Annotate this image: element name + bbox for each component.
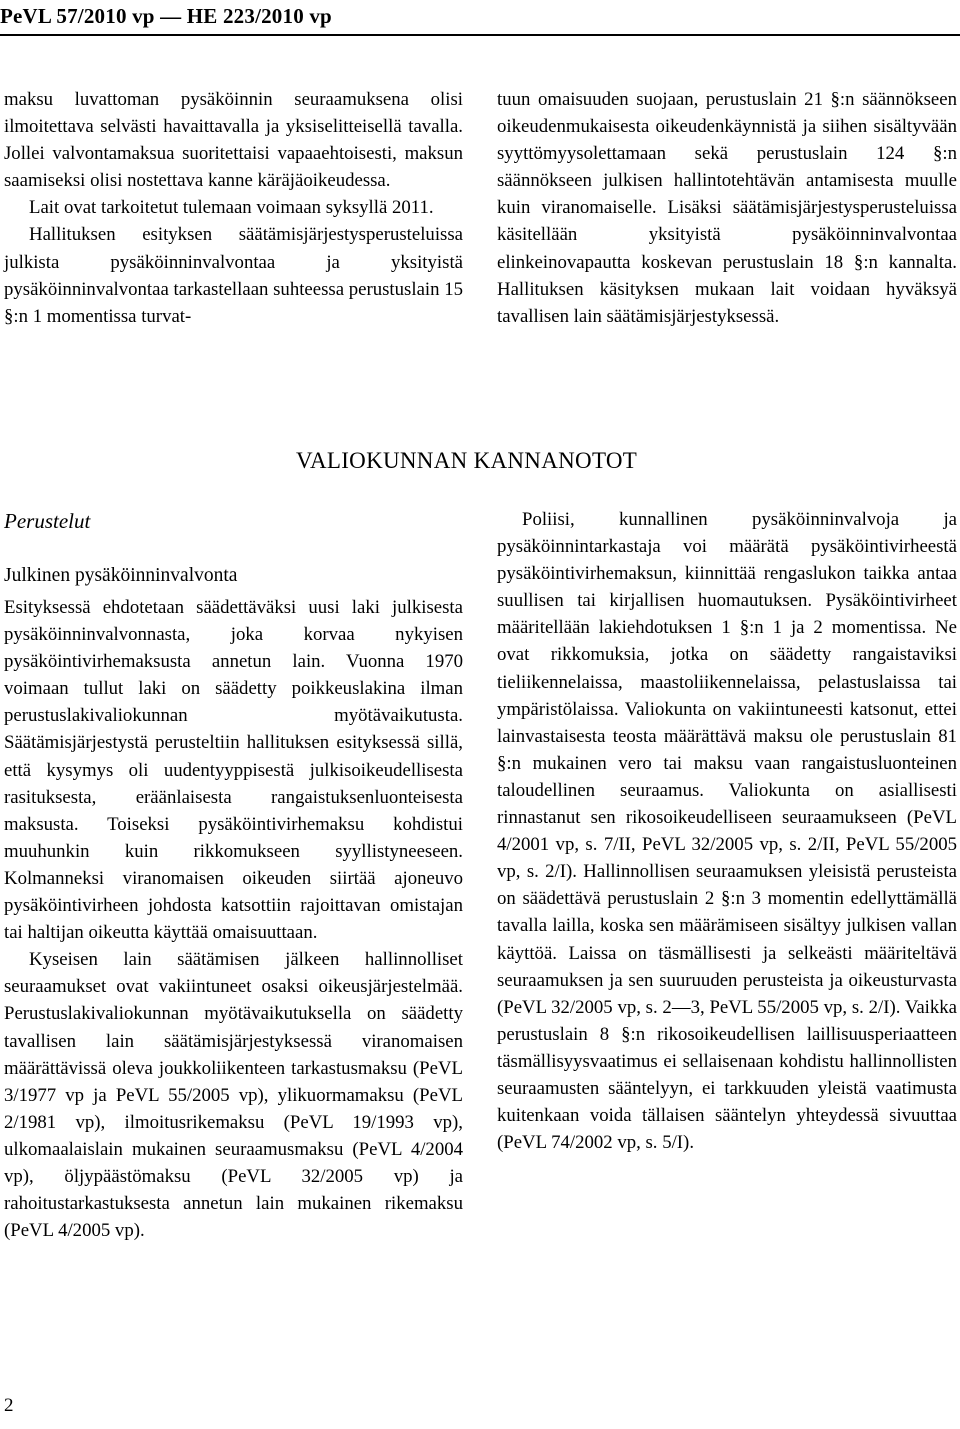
page-number: 2 — [4, 1395, 14, 1416]
paragraph: Kyseisen lain säätämisen jälkeen hallinnolliset seuraamukset ovat vakiintuneet osaksi oikeusjärjestelmää. Perustuslakivaliokunnan myötävaikutuksella on säädetty tavallisen lain säätämisjärjestyksessä viranomaisen määrättävissä oleva joukkoliikenteen tarkastusmaksu (PeVL 3/1977 vp ja PeVL 55/2005 vp), ylikuormamaksu (PeVL 2/1981 vp), ilmoitusrikemaksu (PeVL 19/1993 vp), ulkomaalaislain mukainen seuraamusmaksu (PeVL 4/2004 vp), öljypäästömaksu (PeVL 32/2005 vp) ja rahoitustarkastuksesta annetun lain mukainen rikemaksu (PeVL 4/2005 vp). — [4, 949, 463, 1242]
top-right-column — [497, 86, 957, 330]
subheading: Perustelut — [4, 509, 91, 533]
top-left-column — [4, 86, 463, 330]
bottom-left-column — [4, 506, 463, 1244]
paragraph: Hallituksen esityksen säätämisjärjestysperusteluissa julkista pysäköinninvalvontaa ja yksityistä pysäköinninvalvontaa tarkastellaan suhteessa perustuslain 15 §:n 1 momentissa turvat- — [4, 224, 463, 327]
paragraph: tuun omaisuuden suojaan, perustuslain 21 §:n säännökseen oikeudenmukaisesta oikeudenkäynnistä ja siihen sisältyvään syyttömyysolettamaan sekä perustuslain 124 §:n säännökseen julkisen hallintotehtävän antamisesta muulle kuin viranomaiselle. Lisäksi säätämisjärjestysperusteluissa käsitellään yksityistä pysäköinninvalvontaa elinkeinovapautta koskevan perustuslain 18 §:n kannalta. Hallituksen käsityksen mukaan lait voidaan hyväksyä tavallisen lain säätämisjärjestyksessä. — [497, 89, 957, 327]
header-rule — [0, 34, 960, 36]
subsubheading: Julkinen pysäköinninvalvonta — [4, 565, 238, 586]
bottom-right-column — [497, 506, 957, 1156]
paragraph: Lait ovat tarkoitetut tulemaan voimaan syksyllä 2011. — [29, 197, 434, 219]
paragraph: Poliisi, kunnallinen pysäköinninvalvoja ja pysäköinnintarkastaja voi määrätä pysäköintivirheestä pysäköintivirhemaksun, kiinnittää rengaslukon taikka antaa suullisen tai kirjallisen huomautuksen. Pysäköintivirheet määritellään lakiehdotuksen 1 §:n 1 ja 2 momentissa. Ne ovat rikkomuksia, jotka on säädetty rangaistaviksi tieliikennelaissa, maastoliikennelaissa, pelastuslaissa tai ympäristölaissa. Valiokunta on vakiintuneesti katsonut, ettei lainvastaisesta teosta määrättävä maksu ole perustuslain 81 §:n mukainen vero tai maksu vaan rangaistusluonteinen taloudellinen seuraamus. Valiokunta on asiallisesti rinnastanut sen rikosoikeudelliseen seuraamukseen (PeVL 4/2001 vp, s. 7/II, PeVL 32/2005 vp, s. 2/II, PeVL 55/2005 vp, s. 2/I). Hallinnollisen seuraamuksen yleisistä perusteista on säädettävä perustuslain 2 §:n 3 momentin edellyttämällä tavalla lailla, koska sen määrämiseen sisältyy julkisen vallan käyttöä. Laissa on täsmällisesti ja selkeästi määriteltävä seuraamuksen ja sen suuruuden perusteista ja oikeusturvasta (PeVL 32/2005 vp, s. 2—3, PeVL 55/2005 vp, s. 2/I). Vaikka perustuslain 8 §:n rikosoikeudellisen laillisuusperiaatteen täsmällisyysvaatimus ei sellaisenaan kohdistu hallinnollisten seuraamusten sääntelyyn, ei tarkkuuden yleistä vaatimusta kuitenkaan voida tällaisen sääntelyn yhteydessä sivuuttaa (PeVL 74/2002 vp, s. 5/I). — [497, 509, 957, 1154]
section-title: VALIOKUNNAN KANNANOTOT — [296, 448, 638, 473]
paragraph: maksu luvattoman pysäköinnin seuraamuksena olisi ilmoitettava selvästi havaittavalla ja yksiselitteisellä tavalla. Jollei valvontamaksua suoritettaisi vapaaehtoisesti, maksun saamiseksi olisi nostettava kanne käräjäoikeudessa. — [4, 89, 463, 192]
running-header: PeVL 57/2010 vp — HE 223/2010 vp — [0, 4, 332, 28]
paragraph: Esityksessä ehdotetaan säädettäväksi uusi laki julkisesta pysäköinninvalvonnasta, joka korvaa nykyisen pysäköintivirhemaksusta annetun lain. Vuonna 1970 voimaan tullut laki on säädetty poikkeuslakina ilman perustuslakivaliokunnan myötävaikutusta. Säätämisjärjestystä perusteltiin hallituksen esityksessä sillä, että kysymys oli uudentyyppisestä julkisoikeudellisesta rasituksesta, eräänlaisesta rangaistuksenluonteisesta maksusta. Toiseksi pysäköintivirhemaksu kohdistui muuhunkin kuin rikkomukseen syyllistyneeseen. Kolmanneksi viranomaisen oikeuden siirtää ajoneuvo pysäköintivirheen johdosta katsottiin rajoittavan omistajan tai haltijan oikeutta käyttää omaisuuttaan. — [4, 597, 463, 944]
